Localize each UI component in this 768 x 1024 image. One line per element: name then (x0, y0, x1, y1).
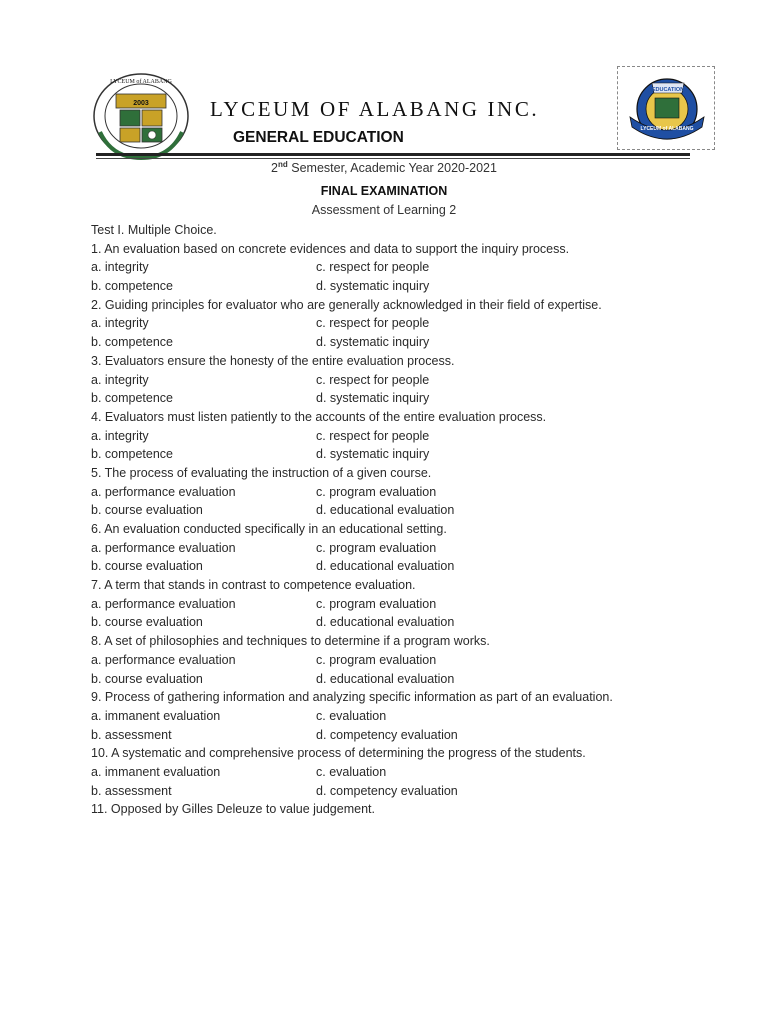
option-d: d. systematic inquiry (316, 335, 430, 350)
option-row (91, 726, 711, 745)
option-c: c. program evaluation (316, 540, 437, 555)
option-d: d. competency evaluation (316, 727, 458, 742)
option-a: a. performance evaluation (91, 596, 236, 611)
exam-title: FINAL EXAMINATION (320, 184, 448, 198)
option-row (91, 483, 711, 502)
option-c: c. program evaluation (316, 652, 437, 667)
option-c: c. evaluation (316, 764, 387, 779)
header-rule-thin (96, 158, 690, 159)
education-logo-frame (617, 66, 715, 150)
option-b: b. assessment (91, 727, 172, 742)
option-row (91, 763, 711, 782)
option-row (91, 427, 711, 446)
option-row (91, 389, 711, 408)
option-row (91, 613, 711, 632)
option-row (91, 595, 711, 614)
semester-ordinal: 2 (271, 161, 278, 176)
option-d: d. systematic inquiry (316, 279, 430, 294)
option-row (91, 782, 711, 801)
test-heading: Test I. Multiple Choice. (91, 223, 217, 237)
semester-rest: Semester, Academic Year 2020-2021 (287, 161, 497, 176)
option-b: b. competence (91, 335, 173, 350)
option-b: b. assessment (91, 783, 172, 798)
option-b: b. course evaluation (91, 503, 203, 518)
question-text: 8. A set of philosophies and techniques to determine if a program works. (91, 634, 490, 649)
question-text: 2. Guiding principles for evaluator who are generally acknowledged in their field of expertise. (91, 297, 602, 312)
option-b: b. course evaluation (91, 559, 203, 574)
option-row (91, 707, 711, 726)
option-row (91, 557, 711, 576)
exam-content (91, 221, 711, 819)
logo-banner-top: EDUCATION (651, 87, 685, 93)
option-d: d. educational evaluation (316, 671, 455, 686)
option-row (91, 651, 711, 670)
option-c: c. respect for people (316, 372, 430, 387)
option-row (91, 333, 711, 352)
option-row (91, 445, 711, 464)
option-b: b. competence (91, 391, 173, 406)
school-name: LYCEUM OF ALABANG INC. (210, 97, 540, 121)
option-b: b. competence (91, 447, 173, 462)
question-text: 3. Evaluators ensure the honesty of the entire evaluation process. (91, 353, 455, 368)
option-c: c. respect for people (316, 260, 430, 275)
option-row (91, 371, 711, 390)
option-b: b. course evaluation (91, 615, 203, 630)
option-row (91, 670, 711, 689)
option-d: d. systematic inquiry (316, 391, 430, 406)
option-a: a. integrity (91, 428, 149, 443)
option-a: a. performance evaluation (91, 484, 236, 499)
education-logo (624, 71, 710, 147)
option-row (91, 539, 711, 558)
option-d: d. systematic inquiry (316, 447, 430, 462)
logo-banner-bottom: LYCEUM of ALABANG (640, 126, 694, 132)
exam-subtitle: Assessment of Learning 2 (311, 203, 457, 217)
question-text: 7. A term that stands in contrast to competence evaluation. (91, 578, 416, 593)
header-rule-thick (96, 153, 690, 156)
option-b: b. course evaluation (91, 671, 203, 686)
option-c: c. program evaluation (316, 596, 437, 611)
option-a: a. integrity (91, 260, 149, 275)
semester-suffix: nd (278, 160, 288, 169)
school-seal-logo (92, 72, 190, 160)
option-d: d. educational evaluation (316, 503, 455, 518)
option-c: c. evaluation (316, 708, 387, 723)
option-c: c. program evaluation (316, 484, 437, 499)
department-name: GENERAL EDUCATION (233, 129, 404, 146)
option-a: a. integrity (91, 372, 149, 387)
option-c: c. respect for people (316, 316, 430, 331)
question-text: 10. A systematic and comprehensive process of determining the progress of the students. (91, 746, 586, 761)
option-a: a. performance evaluation (91, 540, 236, 555)
question-text: 9. Process of gathering information and analyzing specific information as part of an evaluation. (91, 690, 613, 705)
question-text: 11. Opposed by Gilles Deleuze to value judgement. (91, 802, 375, 817)
option-b: b. competence (91, 279, 173, 294)
semester-line (0, 160, 768, 175)
seal-text: LYCEUM of ALABANG (110, 79, 172, 85)
option-a: a. immanent evaluation (91, 708, 221, 723)
option-d: d. competency evaluation (316, 783, 458, 798)
option-row (91, 277, 711, 296)
option-c: c. respect for people (316, 428, 430, 443)
option-d: d. educational evaluation (316, 615, 455, 630)
option-d: d. educational evaluation (316, 559, 455, 574)
question-text: 5. The process of evaluating the instruction of a given course. (91, 465, 432, 480)
option-row (91, 501, 711, 520)
seal-year: 2003 (133, 100, 149, 107)
option-row (91, 258, 711, 277)
option-a: a. performance evaluation (91, 652, 236, 667)
option-a: a. immanent evaluation (91, 764, 221, 779)
option-row (91, 314, 711, 333)
option-a: a. integrity (91, 316, 149, 331)
question-text: 6. An evaluation conducted specifically in an educational setting. (91, 522, 447, 536)
question-text: 4. Evaluators must listen patiently to the accounts of the entire evaluation process. (91, 409, 547, 424)
question-text: 1. An evaluation based on concrete evidences and data to support the inquiry process. (91, 241, 570, 256)
